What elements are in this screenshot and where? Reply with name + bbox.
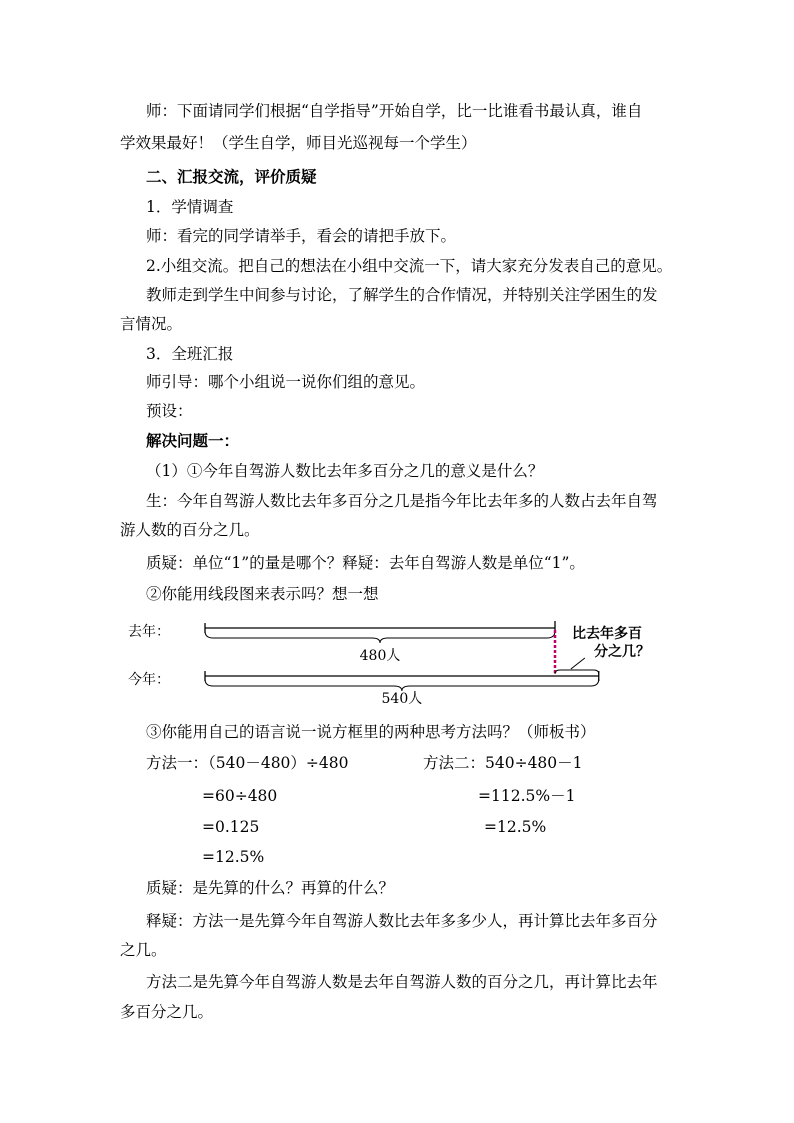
section-heading-report: 二、汇报交流，评价质疑 [146, 167, 317, 186]
method-two-step-1: =112.5%－1 [478, 787, 576, 805]
explanation-method-two-cont: 多百分之几。 [120, 1003, 214, 1021]
last-year-value: 480人 [359, 648, 401, 664]
answer-1: 生：今年自驾游人数比去年多百分之几是指今年比去年多的人数占去年自驾 [146, 492, 658, 510]
preset-label: 预设： [146, 402, 193, 420]
question-1: （1）①今年自驾游人数比去年多百分之几的意义是什么？ [146, 462, 544, 480]
explanation-method-one-cont: 之几。 [120, 941, 167, 959]
question-note-line-2: 分之几？ [594, 644, 650, 660]
paragraph-self-study: 师：下面请同学们根据“自学指导”开始自学，比一比谁看书最认真，谁自 [146, 102, 643, 120]
last-year-label: 去年： [128, 624, 170, 640]
question-2: ②你能用线段图来表示吗？想一想 [146, 585, 379, 603]
class-report-text: 师引导：哪个小组说一说你们组的意见。 [146, 373, 426, 391]
method-one-step-2: =0.125 [202, 818, 260, 836]
question-3: ③你能用自己的语言说一说方框里的两种思考方法吗？（师板书） [146, 723, 596, 741]
list-item-survey: 1．学情调查 [146, 198, 234, 216]
method-one-label: 方法一：（540－480）÷480 [146, 754, 349, 772]
difference-brace [555, 670, 599, 674]
question-note-line-1: 比去年多百 [572, 626, 642, 642]
this-year-value: 540人 [381, 691, 423, 707]
list-item-group-discussion: 2.小组交流。把自己的想法在小组中交流一下，请大家充分发表自己的意见。 [146, 257, 673, 275]
paragraph-self-study-cont: 学效果最好！（学生自学，师目光巡视每一个学生） [120, 134, 477, 152]
query-unit-one: 质疑：单位“1”的量是哪个？释疑：去年自驾游人数是单位“1”。 [146, 554, 585, 572]
this-year-brace [205, 679, 599, 691]
method-two-label: 方法二：540÷480－1 [423, 754, 583, 772]
explanation-method-one: 释疑：方法一是先算今年自驾游人数比去年多多少人，再计算比去年多百分 [146, 912, 658, 930]
method-two-step-2: =12.5% [484, 818, 547, 836]
discussion-text-cont: 言情况。 [120, 315, 183, 333]
line-segment-diagram [120, 618, 720, 708]
list-item-class-report: 3．全班汇报 [146, 345, 234, 363]
method-one-step-1: =60÷480 [202, 787, 278, 805]
discussion-text: 教师走到学生中间参与讨论，了解学生的合作情况，并特别关注学困生的发 [146, 286, 658, 304]
answer-1-cont: 游人数的百分之几。 [120, 521, 260, 539]
explanation-method-two: 方法二是先算今年自驾游人数是去年自驾游人数的百分之几，再计算比去年 [146, 973, 658, 991]
method-one-step-3: =12.5% [202, 848, 265, 866]
this-year-label: 今年： [128, 672, 170, 688]
question-pointer [571, 658, 585, 669]
problem-heading: 解决问题一： [146, 431, 240, 450]
query-order: 质疑：是先算的什么？再算的什么？ [146, 879, 395, 897]
survey-text: 师：看完的同学请举手，看会的请把手放下。 [146, 227, 457, 245]
last-year-brace [205, 631, 555, 643]
